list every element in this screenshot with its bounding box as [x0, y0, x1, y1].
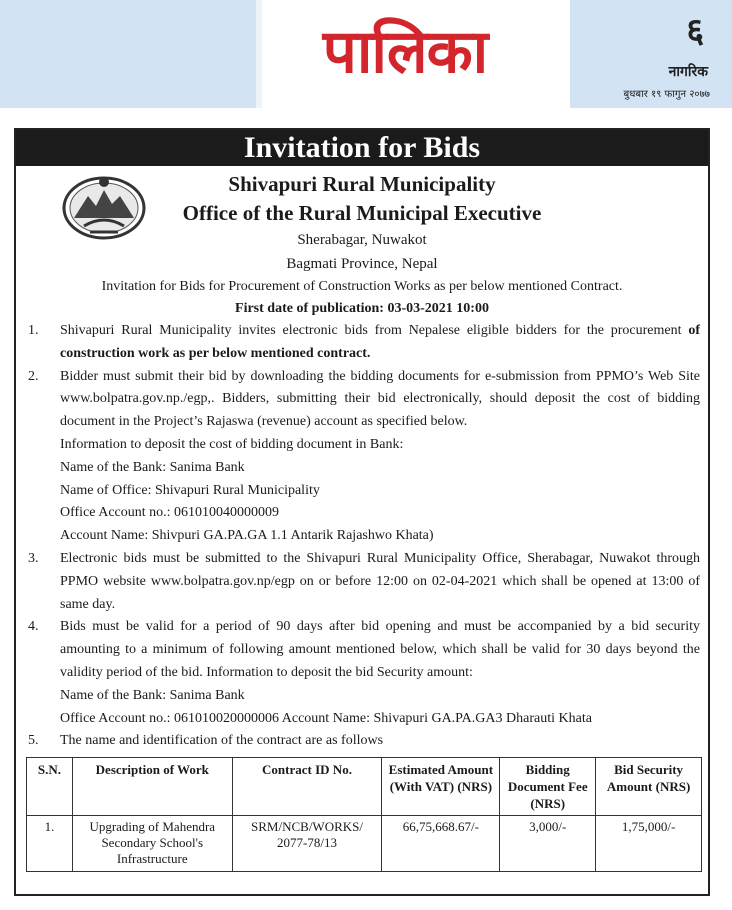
- masthead-divider: [256, 0, 262, 108]
- notice-title: Invitation for Bids: [16, 130, 708, 166]
- masthead-title: पालिका: [322, 17, 488, 87]
- item-number: 2.: [28, 368, 39, 384]
- notice-items: [16, 320, 708, 753]
- bank-info-heading: Information to deposit the cost of bidding document in Bank:: [60, 436, 404, 452]
- list-item: [24, 366, 700, 548]
- account-name: Account Name: Shivpuri GA.PA.GA 1.1 Antarik Rajashwo Khata): [60, 528, 434, 544]
- list-item: [24, 548, 700, 616]
- municipality-name: Shivapuri Rural Municipality: [228, 172, 496, 196]
- nepal-government-emblem-icon: [60, 170, 148, 242]
- column-header-description: Description of Work: [72, 758, 232, 816]
- publication-date: First date of publication: 03-03-2021 10:00: [235, 301, 489, 316]
- column-header-bid-security: Bid Security Amount (NRS): [596, 758, 702, 816]
- cell-description: Upgrading of Mahendra Secondary School's Infrastructure: [72, 816, 232, 872]
- table-header-row: [27, 758, 702, 816]
- item-text: [60, 320, 700, 366]
- bank-name: Name of the Bank: Sanima Bank: [60, 459, 245, 475]
- column-header-contract-id: Contract ID No.: [232, 758, 382, 816]
- page-number: ६: [686, 11, 704, 51]
- cell-document-fee: 3,000/-: [500, 816, 596, 872]
- item-number: 4.: [28, 619, 39, 635]
- item-text: The name and identification of the contract are as follows: [60, 733, 384, 749]
- office-name: Office of the Rural Municipal Executive: [182, 201, 542, 225]
- issue-date: बुधबार १९ फागुन २०७७: [623, 89, 710, 100]
- column-header-sn: S.N.: [27, 758, 73, 816]
- address-line-2: Bagmati Province, Nepal: [286, 256, 438, 272]
- cell-sn: 1.: [27, 816, 73, 872]
- newspaper-name: नागरिक: [668, 64, 708, 80]
- bank-name: Name of the Bank: Sanima Bank: [60, 687, 245, 703]
- column-header-document-fee: Bidding Document Fee (NRS): [500, 758, 596, 816]
- bid-notice: [14, 128, 710, 896]
- address-line-1: Sherabagar, Nuwakot: [297, 232, 427, 248]
- table-row: [27, 816, 702, 872]
- contract-table: [26, 757, 702, 872]
- office-account-no: Office Account no.: 061010040000009: [60, 505, 280, 521]
- list-item: [24, 320, 700, 366]
- notice-subject: Invitation for Bids for Procurement of Construction Works as per below mentioned Contract.: [101, 279, 623, 294]
- item-number: 3.: [28, 550, 39, 566]
- item-text-regular: Bids must be valid for a period of 90 days after bid opening and must be accompanied by a bid security amounting to a minimum of following amount mentioned below, which shall be valid for 30 days beyond the validity period of the bid. Information to deposit the bid Security amount:: [60, 619, 700, 680]
- item-text: [60, 616, 700, 730]
- list-item: [24, 616, 700, 730]
- item-text-regular: Bidder must submit their bid by downloading the bidding documents for e-submission from PPMO’s Web Site www.bolpatra.gov.np./egp,. Bidders, submitting their bid electronically, should deposit the cost of bidding document in the Project’s Rajaswa (revenue) account as specified below.: [60, 368, 700, 430]
- item-text-regular: Shivapuri Rural Municipality invites electronic bids from Nepalese eligible bidders for the procurement: [60, 323, 689, 338]
- column-header-estimated-amount: Estimated Amount (With VAT) (NRS): [382, 758, 500, 816]
- item-text-bold: of construction work as per below mentioned contract.: [60, 323, 700, 361]
- item-text: [60, 366, 700, 548]
- cell-contract-id: SRM/NCB/WORKS/ 2077-78/13: [232, 816, 382, 872]
- list-item: [24, 730, 700, 753]
- office-account-no: Office Account no.: 061010020000006 Account Name: Shivapuri GA.PA.GA3 Dharauti Khata: [60, 710, 592, 726]
- item-number: 5.: [28, 733, 39, 749]
- item-text: Electronic bids must be submitted to the Shivapuri Rural Municipality Office, Sherabagar, Nuwakot through PPMO website www.bolpatra.gov.np/egp on or before 12:00 on 02-04-2021 which shall be opened at 13:00 of same day.: [60, 550, 700, 612]
- cell-estimated-amount: 66,75,668.67/-: [382, 816, 500, 872]
- cell-bid-security: 1,75,000/-: [596, 816, 702, 872]
- office-name-line: Name of Office: Shivapuri Rural Municipality: [60, 482, 320, 498]
- masthead-left-band: [0, 0, 256, 108]
- item-number: 1.: [28, 323, 39, 338]
- masthead-right-band: [570, 0, 732, 108]
